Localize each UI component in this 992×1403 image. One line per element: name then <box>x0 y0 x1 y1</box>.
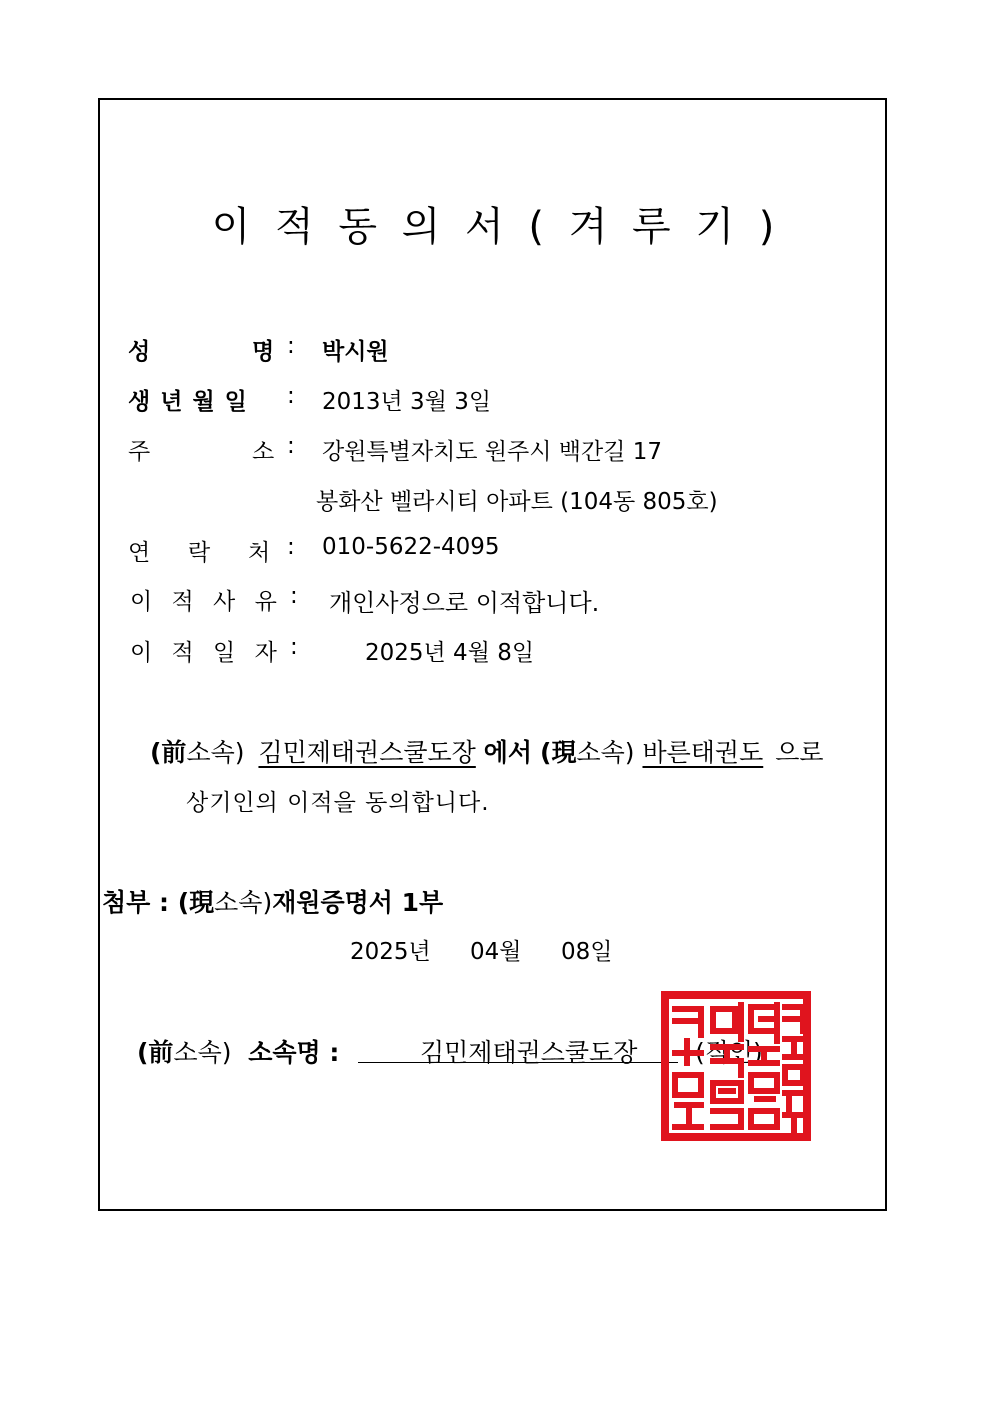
curr-open: (現 <box>540 738 577 767</box>
name-label-b: 명 <box>252 339 275 365</box>
date-colon: : <box>290 634 298 660</box>
prev-so: 소속) <box>186 738 245 767</box>
name-value: 박시원 <box>322 339 389 365</box>
sign-day: 08일 <box>561 939 613 965</box>
address-label-b: 소 <box>252 439 275 465</box>
birth-colon: : <box>287 383 295 409</box>
sig-prefix-open: (前 <box>137 1038 174 1067</box>
statement-line2: 상기인의 이적을 동의합니다. <box>186 790 490 816</box>
attachment-rest: 재원증명서 1부 <box>272 888 444 917</box>
signature-gym: 김민제태권스쿨도장 <box>420 1038 638 1067</box>
address-line2: 봉화산 벨라시티 아파트 (104동 805호) <box>316 489 718 515</box>
address-line1: 강원특별자치도 원주시 백간길 17 <box>322 439 663 465</box>
signature-underline <box>358 1062 678 1063</box>
reason-label: 이 적 사 유 <box>130 589 283 615</box>
sig-label: 소속명 : <box>248 1038 340 1067</box>
curr-gym: 바른태권도 <box>642 738 764 767</box>
seal-stamp <box>661 991 811 1141</box>
signature-prefix <box>137 1033 339 1069</box>
name-colon: : <box>287 333 295 359</box>
attachment <box>102 883 443 919</box>
contact-label-b: 락 <box>188 540 211 566</box>
attachment-so: 소속) <box>214 888 273 917</box>
date-label: 이 적 일 자 <box>130 640 283 666</box>
sig-prefix-so: 소속) <box>173 1038 232 1067</box>
prev-gym: 김민제태권스쿨도장 <box>258 738 476 767</box>
sign-year: 2025년 <box>350 939 431 965</box>
name-label-a: 성 <box>128 339 151 365</box>
reason-value: 개인사정으로 이적합니다. <box>329 589 600 617</box>
date-value: 2025년 4월 8일 <box>365 640 535 666</box>
address-colon: : <box>287 433 295 459</box>
address-label-a: 주 <box>128 439 151 465</box>
contact-label-c: 처 <box>248 540 271 566</box>
reason-colon: : <box>290 583 298 609</box>
birth-label: 생 년 월 일 <box>128 389 248 415</box>
statement-from: 에서 <box>483 738 533 767</box>
contact-value: 010-5622-4095 <box>322 534 500 560</box>
statement-to: 으로 <box>775 738 824 767</box>
attachment-label: 첨부 : (現 <box>102 888 215 917</box>
prev-open: (前 <box>150 738 187 767</box>
signature-seal-label: (직인) <box>695 1038 763 1067</box>
contact-colon: : <box>287 534 295 560</box>
document-title: 이 적 동 의 서 ( 겨 루 기 ) <box>211 204 781 250</box>
birth-value: 2013년 3월 3일 <box>322 389 492 415</box>
sign-month: 04월 <box>470 939 522 965</box>
curr-so: 소속) <box>576 738 635 767</box>
statement-line1 <box>150 733 824 769</box>
contact-label-a: 연 <box>128 540 151 566</box>
